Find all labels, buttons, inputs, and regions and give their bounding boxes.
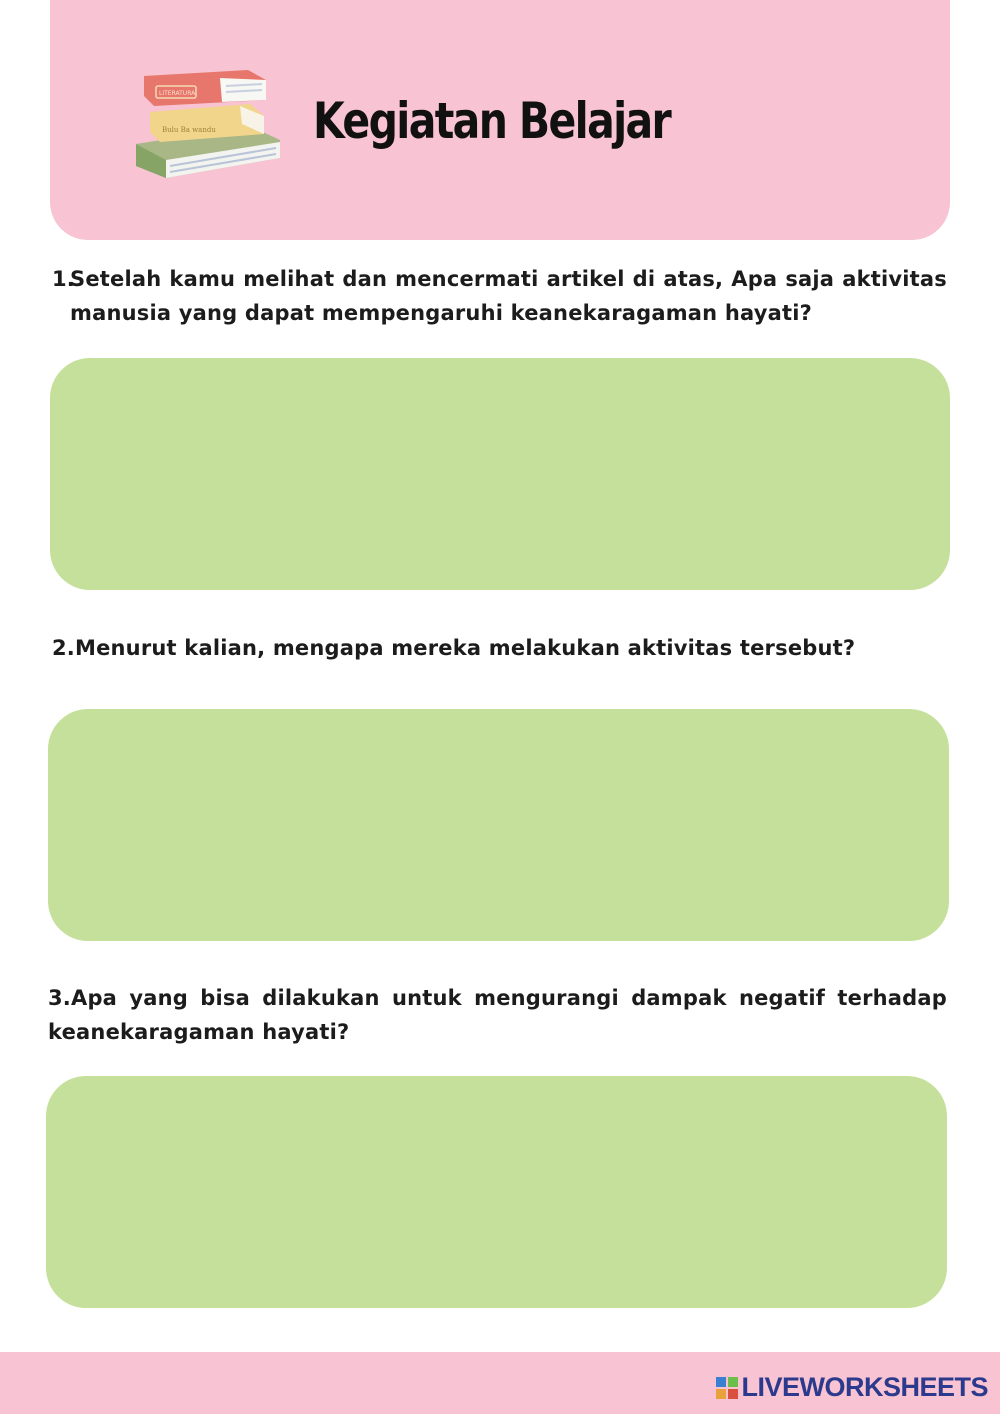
page-title: Kegiatan Belajar <box>313 92 671 150</box>
question-2: 2.Menurut kalian, mengapa mereka melakukan aktivitas tersebut? <box>52 636 856 660</box>
svg-text:LITERATURA: LITERATURA <box>159 90 196 97</box>
question-1-text: Setelah kamu melihat dan mencermati artikel di atas, Apa saja aktivitas manusia yang dapat mempengaruhi keanekaragaman hayati? <box>70 267 947 325</box>
question-3: 3.Apa yang bisa dilakukan untuk mengurangi dampak negatif terhadap keanekaragaman hayati? <box>48 986 947 1044</box>
answer-box-3[interactable] <box>46 1076 947 1308</box>
footer-bar <box>0 1352 1000 1414</box>
svg-text:Bulu Ba wandu: Bulu Ba wandu <box>162 126 216 134</box>
book-stack-icon <box>130 62 290 182</box>
header-banner <box>50 0 950 240</box>
liveworksheets-logo-icon <box>716 1377 738 1399</box>
question-1 <box>52 262 947 330</box>
brand-name: LIVEWORKSHEETS <box>741 1372 988 1402</box>
liveworksheets-brand[interactable] <box>716 1372 988 1403</box>
answer-box-2[interactable] <box>48 709 949 941</box>
answer-box-1[interactable] <box>50 358 950 590</box>
question-1-number: 1. <box>52 267 75 291</box>
